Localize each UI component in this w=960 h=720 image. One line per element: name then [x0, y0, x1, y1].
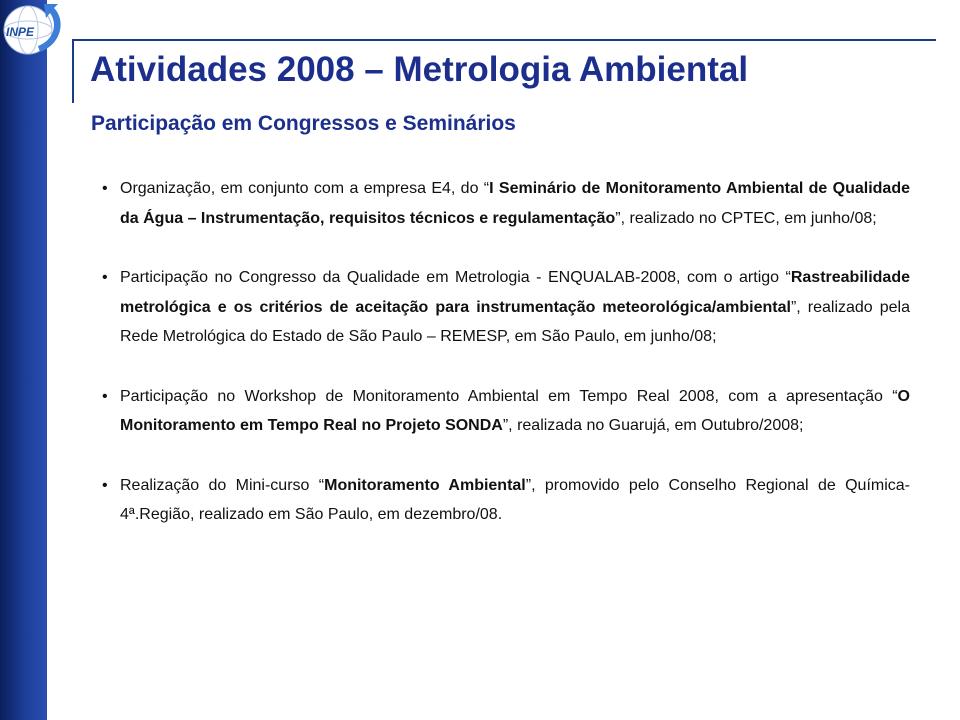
title-rule — [72, 39, 936, 41]
section-subtitle: Participação em Congressos e Seminários — [91, 112, 516, 135]
activity-text: ”, realizada no Guarujá, em Outubro/2008; — [502, 417, 804, 434]
activity-text: Participação no Workshop de Monitoramento Ambiental em Tempo Real 2008, com a apresentação “ — [120, 387, 898, 405]
activity-item-workshop — [102, 382, 910, 441]
activity-title: I Seminário de Monitoramento Ambiental de Qualidade da Água – Instrumentação, requisitos técnicos e regulamentação — [120, 180, 910, 227]
side-bar — [0, 0, 47, 720]
activity-text: Organização, em conjunto com a empresa E4, do “ — [120, 180, 490, 197]
activity-title: O Monitoramento em Tempo Real no Projeto SONDA — [120, 387, 910, 434]
logo-text: INPE — [6, 25, 35, 39]
activity-text: ”, realizado pela Rede Metrológica do Estado de São Paulo – REMESP, em São Paulo, em junho/08; — [120, 298, 911, 345]
activity-text: Participação no Congresso da Qualidade em Metrologia - ENQUALAB-2008, com o artigo “ — [120, 269, 791, 286]
activity-item-seminario — [102, 174, 910, 233]
title-rule-vertical — [72, 39, 74, 103]
activity-title: Rastreabilidade metrológica e os critérios de aceitação para instrumentação meteorológica/ambiental — [120, 269, 910, 316]
activity-item-enqualab — [102, 263, 910, 352]
activity-text: ”, promovido pelo Conselho Regional de Química-4ª.Região, realizado em São Paulo, em dezembro/08. — [120, 476, 910, 523]
page-title: Atividades 2008 – Metrologia Ambiental — [90, 50, 749, 89]
activity-text: Realização do Mini-curso “ — [120, 476, 325, 494]
activity-list — [102, 174, 910, 560]
inpe-logo — [0, 0, 72, 62]
activity-title: Monitoramento Ambiental — [324, 476, 526, 494]
activity-text: ”, realizado no CPTEC, em junho/08; — [615, 209, 877, 227]
activity-item-minicurso — [102, 471, 910, 530]
